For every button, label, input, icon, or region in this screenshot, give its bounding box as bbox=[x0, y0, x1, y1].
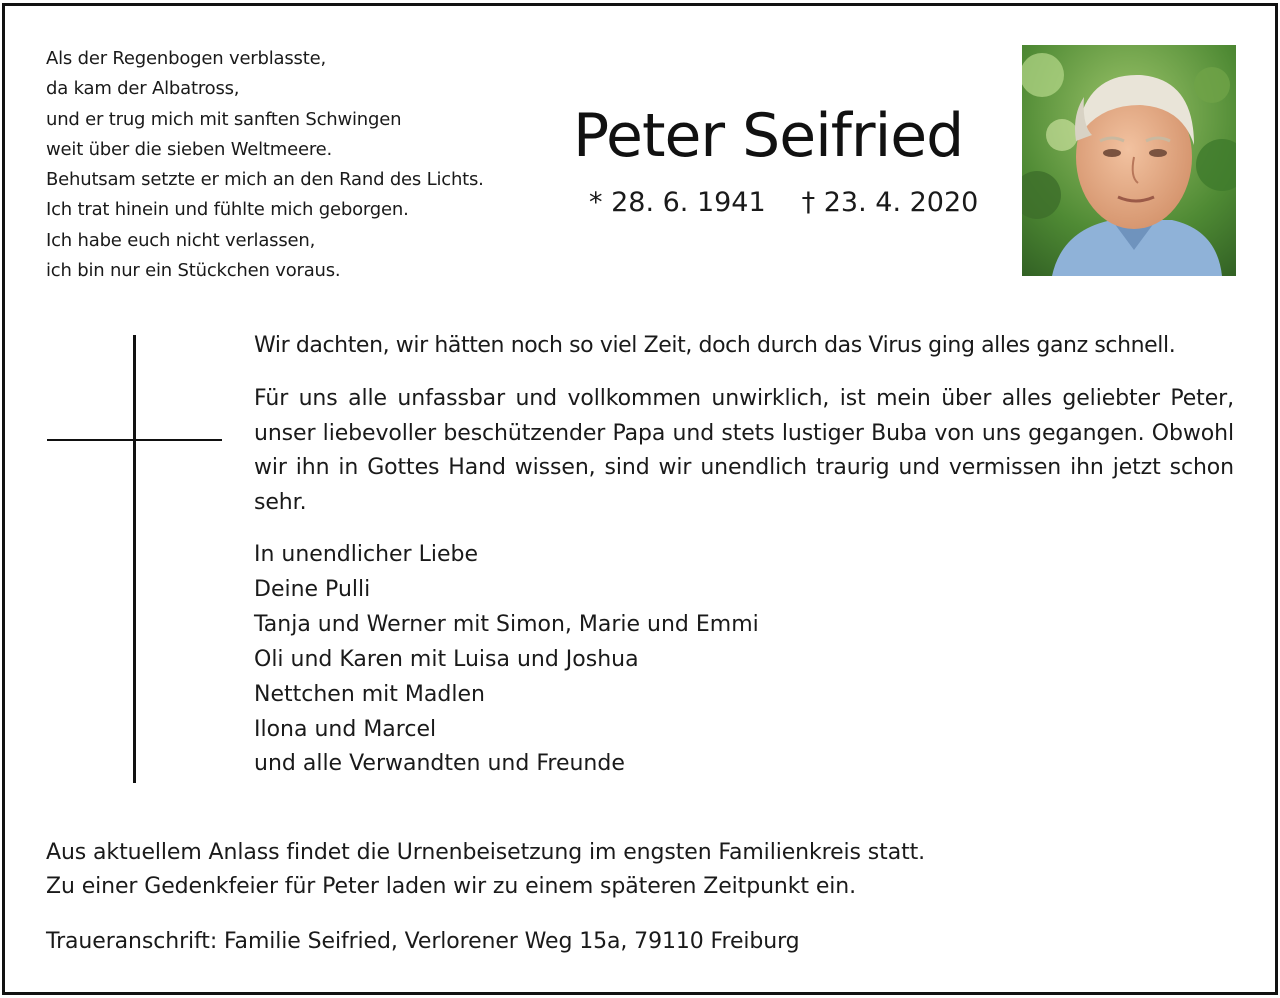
notice-line: Zu einer Gedenkfeier für Peter laden wir zu einem späteren Zeitpunkt ein. bbox=[46, 874, 856, 899]
cross-horizontal-bar bbox=[47, 439, 222, 441]
signature-line: In unendlicher Liebe bbox=[254, 542, 478, 567]
life-dates bbox=[589, 183, 978, 223]
cross-vertical-bar bbox=[133, 335, 136, 783]
poem-line: Als der Regenbogen verblasste, bbox=[46, 48, 326, 69]
signature-line: Ilona und Marcel bbox=[254, 716, 437, 742]
signature-line: Oli und Karen mit Luisa und Joshua bbox=[254, 646, 639, 672]
portrait-photo bbox=[1022, 45, 1236, 276]
signature-line: Nettchen mit Madlen bbox=[254, 681, 485, 707]
poem-line: weit über die sieben Weltmeere. bbox=[46, 138, 333, 160]
death-date: † 23. 4. 2020 bbox=[801, 187, 979, 218]
signature-block bbox=[254, 538, 1234, 782]
burial-notice bbox=[46, 836, 1146, 904]
poem-line: da kam der Albatross, bbox=[46, 78, 240, 100]
signature-line: und alle Verwandten und Freunde bbox=[254, 751, 625, 777]
notice-line: Aus aktuellem Anlass findet die Urnenbeisetzung im engsten Familienkreis statt. bbox=[46, 840, 926, 865]
poem-line: Ich trat hinein und fühlte mich geborgen. bbox=[46, 199, 409, 221]
deceased-name: Peter Seifried bbox=[573, 101, 964, 171]
signature-line: Tanja und Werner mit Simon, Marie und Emmi bbox=[254, 611, 759, 637]
birth-date: * 28. 6. 1941 bbox=[589, 187, 766, 218]
poem-line: Ich habe euch nicht verlassen, bbox=[46, 229, 316, 251]
signature-line: Deine Pulli bbox=[254, 576, 371, 602]
message-lead: Wir dachten, wir hätten noch so viel Zeit, doch durch das Virus ging alles ganz schnell. bbox=[254, 333, 1176, 358]
poem-line: Behutsam setzte er mich an den Rand des Lichts. bbox=[46, 169, 484, 191]
mourning-address: Traueranschrift: Familie Seifried, Verlorener Weg 15a, 79110 Freiburg bbox=[46, 929, 800, 954]
poem bbox=[46, 44, 566, 286]
message-paragraph: Für uns alle unfassbar und vollkommen unwirklich, ist mein über alles geliebter Peter, unser liebevoller beschützender Papa und stets lustiger Buba von uns gegangen. Obwohl wir ihn in Gottes Hand wissen, sind wir unendlich traurig und vermissen ihn jetzt schon sehr. bbox=[254, 386, 1234, 515]
poem-line: und er trug mich mit sanften Schwingen bbox=[46, 108, 402, 130]
message-body bbox=[254, 326, 1234, 782]
poem-line: ich bin nur ein Stückchen voraus. bbox=[46, 260, 341, 282]
